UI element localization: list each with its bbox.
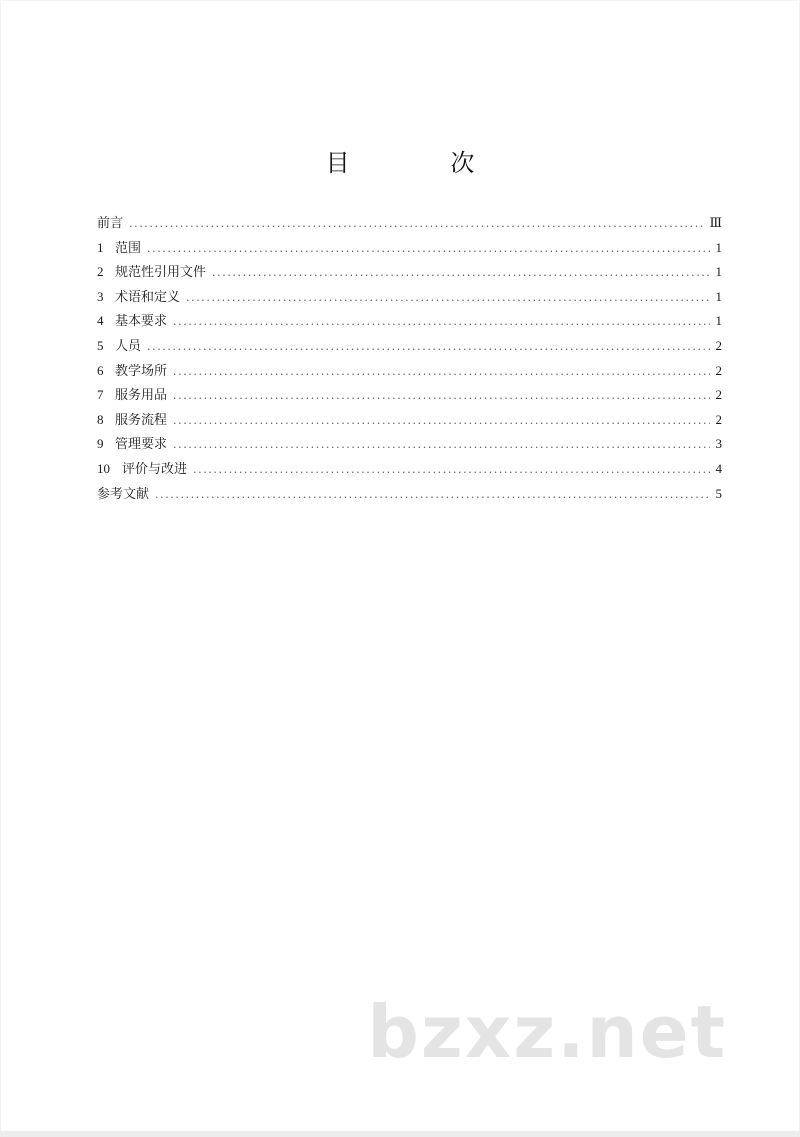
toc-entry-label: 服务流程 <box>115 412 168 428</box>
toc-entry-page: 2 <box>715 362 722 378</box>
toc-entry-number: 1 <box>97 239 104 255</box>
toc-entry-label: 教学场所 <box>115 363 168 379</box>
toc-entry-number: 5 <box>97 337 104 353</box>
table-of-contents <box>97 211 722 506</box>
toc-entry-number: 10 <box>97 460 110 476</box>
toc-entry-number: 4 <box>97 313 104 329</box>
toc-entry-page: 3 <box>715 436 722 452</box>
toc-leader-dots <box>147 237 709 262</box>
toc-entry-page: 4 <box>715 460 722 476</box>
toc-entry-service-supplies[interactable] <box>97 383 722 408</box>
toc-entry-label: 人员 <box>115 338 142 354</box>
toc-leader-dots <box>173 409 709 434</box>
toc-entry-label: 术语和定义 <box>115 289 181 305</box>
page-title: 目 次 <box>325 149 513 177</box>
page-bottom-edge <box>0 1131 800 1137</box>
toc-entry-page: 5 <box>715 485 722 501</box>
toc-entry-number: 2 <box>97 264 104 280</box>
toc-entry-number: 7 <box>97 387 104 403</box>
toc-leader-dots <box>173 360 709 385</box>
toc-entry-number: 3 <box>97 288 104 304</box>
watermark-text: bzxz.net <box>367 990 727 1074</box>
toc-entry-label: 评价与改进 <box>122 461 188 477</box>
toc-leader-dots <box>186 286 709 311</box>
toc-leader-dots <box>173 384 709 409</box>
toc-entry-page: 1 <box>715 239 722 255</box>
toc-entry-label: 参考文献 <box>97 486 150 502</box>
toc-entry-management-requirements[interactable] <box>97 432 722 457</box>
toc-entry-terms-definitions[interactable] <box>97 285 722 310</box>
toc-entry-personnel[interactable] <box>97 334 722 359</box>
toc-entry-normative-references[interactable] <box>97 260 722 285</box>
toc-entry-page: 2 <box>715 387 722 403</box>
toc-entry-evaluation-improvement[interactable] <box>97 457 722 482</box>
toc-entry-page: 1 <box>715 313 722 329</box>
toc-entry-page: 1 <box>715 264 722 280</box>
toc-leader-dots <box>212 261 709 286</box>
toc-entry-service-process[interactable] <box>97 408 722 433</box>
toc-entry-number: 8 <box>97 411 104 427</box>
toc-entry-label: 管理要求 <box>115 437 168 453</box>
toc-entry-label: 基本要求 <box>115 314 168 330</box>
toc-entry-label: 前言 <box>97 216 124 231</box>
toc-entry-scope[interactable] <box>97 236 722 261</box>
toc-entry-label: 范围 <box>115 240 142 256</box>
toc-leader-dots <box>129 212 703 237</box>
toc-entry-bibliography[interactable] <box>97 482 722 507</box>
toc-entry-page: 2 <box>715 337 722 353</box>
toc-entry-basic-requirements[interactable] <box>97 309 722 334</box>
toc-entry-label: 规范性引用文件 <box>115 265 207 281</box>
toc-entry-page: Ⅲ <box>709 215 722 230</box>
toc-leader-dots <box>173 433 709 458</box>
toc-entry-teaching-venue[interactable] <box>97 359 722 384</box>
toc-entry-number: 6 <box>97 362 104 378</box>
toc-leader-dots <box>193 458 709 483</box>
toc-entry-number: 9 <box>97 436 104 452</box>
toc-leader-dots <box>147 335 709 360</box>
toc-entry-foreword[interactable] <box>97 211 722 236</box>
toc-leader-dots <box>155 483 709 508</box>
toc-entry-label: 服务用品 <box>115 388 168 404</box>
toc-leader-dots <box>173 310 709 335</box>
toc-entry-page: 1 <box>715 288 722 304</box>
toc-entry-page: 2 <box>715 411 722 427</box>
